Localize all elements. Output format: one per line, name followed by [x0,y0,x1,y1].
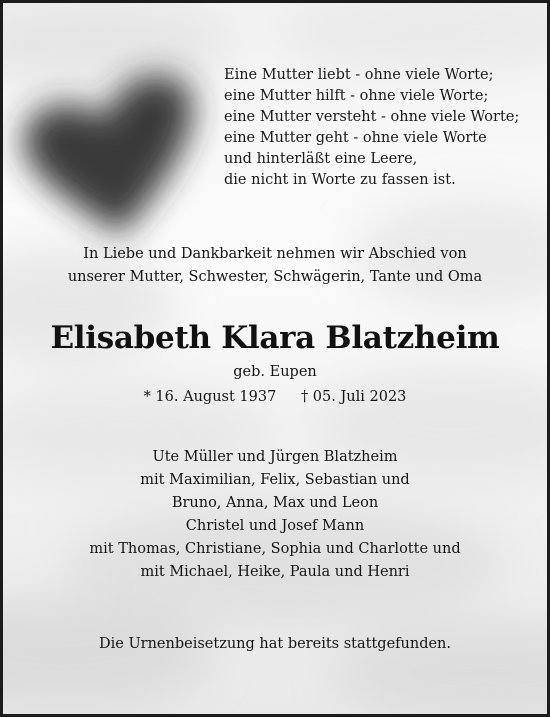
mourners-list [3,446,547,584]
burial-note: Die Urnenbeisetzung hat bereits stattgefunden. [98,636,451,652]
poem-line: eine Mutter geht - ohne viele Worte [224,130,487,146]
mourner-line: Christel und Josef Mann [185,518,365,534]
deceased-name: Elisabeth Klara Blatzheim [50,320,500,356]
birth-date: * 16. August 1937 [143,389,277,405]
farewell-intro [3,243,547,289]
mourner-line: mit Michael, Heike, Paula und Henri [140,564,410,580]
poem-line: eine Mutter hilft - ohne viele Worte; [224,88,489,104]
mourner-line: Ute Müller und Jürgen Blatzheim [152,449,398,465]
poem-line: eine Mutter versteht - ohne viele Worte; [224,109,520,125]
mourner-line: mit Maximilian, Felix, Sebastian und [140,472,410,488]
mourner-line: mit Thomas, Christiane, Sophia und Charlotte und [89,541,461,557]
death-date: † 05. Juli 2023 [300,389,407,405]
intro-line: unserer Mutter, Schwester, Schwägerin, Tante und Oma [67,269,483,285]
maiden-name: geb. Eupen [233,364,317,380]
poem [224,65,524,191]
poem-line: Eine Mutter liebt - ohne viele Worte; [224,67,494,83]
notice-content [3,3,547,714]
intro-line: In Liebe und Dankbarkeit nehmen wir Abschied von [83,246,467,262]
life-dates [3,389,547,405]
poem-line: die nicht in Worte zu fassen ist. [224,172,456,188]
poem-line: und hinterläßt eine Leere, [224,151,418,167]
mourner-line: Bruno, Anna, Max und Leon [171,495,379,511]
